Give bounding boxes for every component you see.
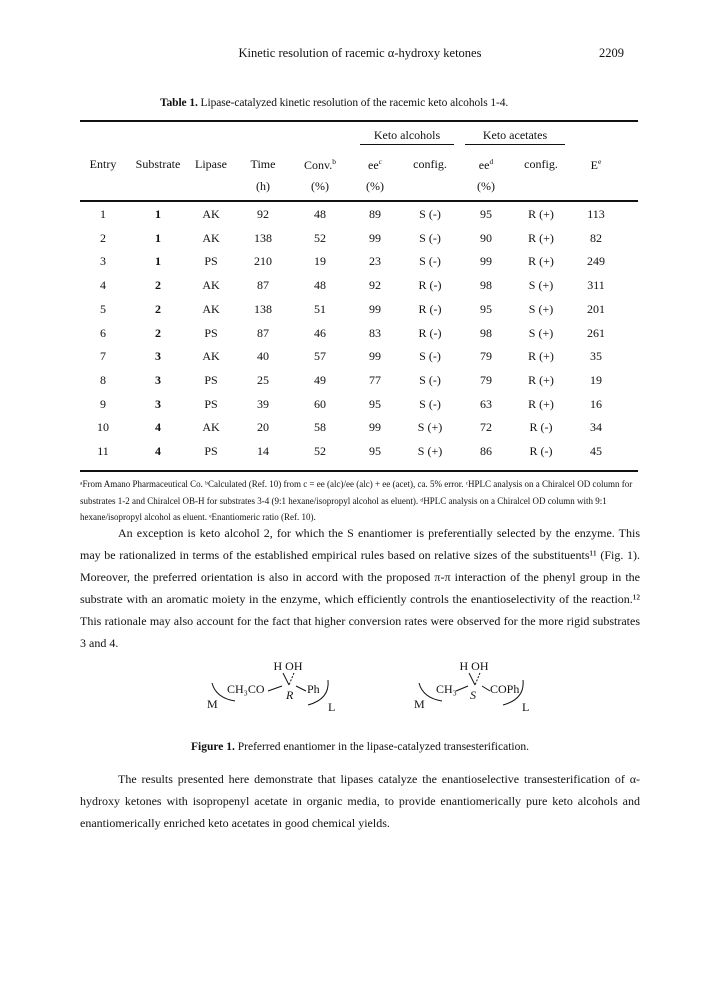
cell-time: 39 — [257, 396, 269, 411]
cell-ee-acetate: 95 — [480, 301, 492, 316]
cell-substrate: 2 — [155, 301, 161, 316]
cell-conversion: 52 — [314, 444, 326, 458]
cell-config-alcohol: S (-) — [419, 230, 441, 245]
cell-ee-alcohol: 95 — [369, 444, 381, 458]
table-bottom-rule — [80, 470, 638, 472]
right-right-group-label: COPh — [490, 682, 520, 696]
cell-config-acetate: R (+) — [528, 372, 554, 387]
group-rule-keto-acetates — [465, 144, 565, 145]
cell-config-alcohol: R (-) — [418, 301, 442, 316]
cell-time: 138 — [254, 301, 272, 316]
right-group-label: CH₃ — [436, 682, 457, 696]
cell-ee-alcohol: 99 — [369, 230, 381, 245]
left-bond-r — [296, 686, 306, 691]
col-header-label: ee — [368, 158, 379, 172]
cell-e-value: 311 — [587, 278, 605, 293]
col-header-label: ee — [478, 158, 490, 172]
cell-time: 40 — [257, 349, 269, 364]
cell-entry: 9 — [100, 396, 106, 411]
cell-conversion: 19 — [314, 254, 326, 269]
col-header-substrate — [128, 157, 188, 172]
cell-ee-alcohol: 77 — [369, 372, 381, 387]
col-header-label: Conv. — [304, 158, 333, 172]
cell-ee-acetate: 98 — [480, 278, 492, 293]
cell-config-acetate: R (-) — [529, 420, 553, 435]
group-header-keto-alcohols: Keto alcohols — [373, 128, 441, 142]
col-unit-ee-alcohol: (%) — [366, 179, 384, 193]
cell-conversion: 51 — [314, 301, 326, 316]
cell-ee-acetate: 72 — [480, 420, 492, 435]
table-top-rule — [80, 120, 638, 122]
table-caption — [160, 97, 508, 109]
cell-entry: 2 — [100, 230, 106, 245]
cell-e-value: 249 — [587, 254, 605, 269]
cell-conversion: 48 — [314, 207, 326, 221]
cell-e-value: 201 — [587, 301, 605, 316]
cell-ee-alcohol: 23 — [369, 254, 381, 269]
cell-time: 25 — [257, 372, 269, 387]
col-header-ee-alcohol — [357, 157, 393, 173]
cell-lipase: PS — [204, 254, 218, 269]
col-header-label: config. — [413, 157, 447, 171]
col-unit-conversion: (%) — [311, 179, 329, 193]
cell-ee-acetate: 79 — [480, 372, 492, 387]
left-large-pocket-label: L — [328, 700, 336, 714]
cell-lipase: AK — [202, 349, 220, 364]
cell-substrate: 2 — [155, 325, 161, 340]
cell-lipase: AK — [202, 301, 220, 316]
cell-lipase: AK — [202, 230, 220, 245]
left-group-label: CH₃CO — [227, 682, 265, 696]
col-unit-ee-acetate: (%) — [477, 179, 495, 193]
cell-time: 92 — [257, 207, 269, 221]
col-unit-time: (h) — [256, 179, 270, 193]
cell-lipase: PS — [204, 372, 218, 387]
cell-ee-alcohol: 92 — [369, 278, 381, 293]
left-bond-l — [268, 686, 282, 691]
col-header-conversion — [295, 157, 345, 173]
cell-conversion: 57 — [314, 349, 326, 364]
cell-substrate: 1 — [155, 254, 161, 269]
group-header-keto-acetates: Keto acetates — [482, 128, 548, 142]
right-config-label: S — [470, 688, 476, 702]
cell-lipase: PS — [204, 325, 218, 340]
cell-config-acetate: R (+) — [528, 230, 554, 245]
cell-config-alcohol: S (+) — [417, 420, 443, 435]
cell-config-acetate: S (+) — [528, 278, 554, 293]
group-rule-keto-alcohols — [360, 144, 454, 145]
cell-conversion: 48 — [314, 278, 326, 293]
cell-entry: 1 — [100, 207, 106, 221]
cell-config-acetate: R (+) — [528, 349, 554, 364]
right-bond-r — [482, 686, 490, 691]
cell-ee-alcohol: 99 — [369, 301, 381, 316]
cell-ee-acetate: 63 — [480, 396, 492, 411]
col-header-footnote-mark: e — [598, 157, 602, 166]
cell-config-alcohol: S (-) — [419, 349, 441, 364]
col-header-label: Entry — [89, 157, 117, 171]
figure-caption-text: Preferred enantiomer in the lipase-catalyzed transesterification. — [237, 741, 529, 753]
cell-entry: 10 — [97, 420, 109, 435]
col-header-label: Substrate — [135, 157, 181, 171]
table-footnote: ᵃFrom Amano Pharmaceutical Co. ᵇCalculated (Ref. 10) from c = ee (alc)/ee (alc) + ee (acet), ca. 5% error. ᶜHPLC analysis on a Chiralcel OD column for substrates 1-2 and Chiralcel OB-H for substrates 3-4 (9:1 hexane/isopropyl alcohol as eluent). ᵈHPLC analysis on a Chiralcel OD column with 9:1 hexane/isopropyl alcohol as eluent. ᵉEnantiomeric ratio (Ref. 10). — [80, 479, 633, 522]
col-header-time — [243, 157, 283, 172]
cell-config-acetate: R (+) — [528, 254, 554, 269]
col-header-label: config. — [524, 157, 558, 171]
body-paragraph-2: The results presented here demonstrate that lipases catalyze the enantioselective transesterification of α-hydroxy ketones with isopropenyl acetate in organic media, to provide enantiomerically pure keto alcohols and enantiomerically enriched keto acetates in good chemical yields. — [80, 772, 640, 830]
cell-config-alcohol: S (-) — [419, 372, 441, 387]
col-header-config-alcohol — [405, 157, 455, 172]
col-header-label: Lipase — [195, 157, 227, 171]
cell-substrate: 1 — [155, 207, 161, 221]
left-top-label: H OH — [273, 659, 303, 673]
cell-lipase: AK — [202, 278, 220, 293]
cell-entry: 3 — [100, 254, 106, 269]
cell-time: 138 — [254, 230, 272, 245]
left-bond-h — [283, 673, 289, 685]
col-header-config-acetate — [516, 157, 566, 172]
right-small-pocket-label: M — [414, 697, 425, 711]
cell-conversion: 60 — [314, 396, 326, 411]
cell-ee-alcohol: 83 — [369, 325, 381, 340]
col-header-e-value — [576, 157, 616, 173]
cell-ee-alcohol: 89 — [369, 207, 381, 221]
cell-config-acetate: R (+) — [528, 396, 554, 411]
cell-substrate: 3 — [155, 396, 161, 411]
cell-entry: 11 — [97, 444, 109, 458]
cell-e-value: 113 — [587, 207, 605, 221]
figure-caption — [0, 741, 720, 753]
left-right-group-label: Ph — [307, 682, 320, 696]
cell-conversion: 46 — [314, 325, 326, 340]
cell-ee-acetate: 90 — [480, 230, 492, 245]
cell-substrate: 4 — [155, 444, 161, 458]
cell-config-alcohol: S (+) — [417, 444, 443, 458]
cell-config-alcohol: S (-) — [419, 396, 441, 411]
table-caption-label: Table 1. — [160, 97, 198, 109]
page-number: 2209 — [599, 46, 624, 60]
cell-e-value: 82 — [590, 230, 602, 245]
structure-left — [207, 659, 335, 714]
cell-time: 20 — [257, 420, 269, 435]
running-title: Kinetic resolution of racemic α-hydroxy ketones — [238, 46, 482, 60]
cell-conversion: 49 — [314, 372, 326, 387]
cell-e-value: 45 — [590, 444, 602, 458]
cell-substrate: 4 — [155, 420, 161, 435]
figure-caption-label: Figure 1. — [191, 741, 235, 753]
cell-entry: 4 — [100, 278, 106, 293]
table-header-rule — [80, 200, 638, 202]
cell-time: 14 — [257, 444, 269, 458]
cell-substrate: 1 — [155, 230, 161, 245]
col-header-lipase — [189, 157, 233, 172]
cell-conversion: 58 — [314, 420, 326, 435]
cell-entry: 7 — [100, 349, 106, 364]
cell-e-value: 34 — [590, 420, 602, 435]
cell-ee-acetate: 79 — [480, 349, 492, 364]
body-paragraph-1: An exception is keto alcohol 2, for which the S enantiomer is preferentially selected by the enzyme. This may be rationalized in terms of the established empirical rules based on relative sizes of the substituents¹¹ (Fig. 1). Moreover, the preferred orientation is also in accord with the proposed π-π interaction of the phenyl group in the substrate with an aromatic moiety in the enzyme, which efficiently controls the enantioselectivity of the reaction.¹² This rationale may also account for the fact that higher conversion rates were observed for the more rigid substrates 3 and 4. — [80, 526, 640, 650]
right-bond-oh — [475, 673, 480, 685]
left-config-label: R — [286, 688, 294, 702]
cell-lipase: AK — [202, 207, 220, 221]
col-header-footnote-mark: c — [378, 157, 382, 166]
cell-time: 87 — [257, 278, 269, 293]
cell-config-acetate: R (+) — [528, 207, 554, 221]
col-header-footnote-mark: b — [332, 157, 336, 166]
cell-config-alcohol: S (-) — [419, 254, 441, 269]
cell-time: 210 — [254, 254, 272, 269]
cell-ee-acetate: 95 — [480, 207, 492, 221]
col-header-label: E — [590, 158, 598, 172]
cell-substrate: 2 — [155, 278, 161, 293]
cell-entry: 5 — [100, 301, 106, 316]
right-top-label: H OH — [459, 659, 489, 673]
cell-lipase: PS — [204, 444, 218, 458]
cell-conversion: 52 — [314, 230, 326, 245]
cell-ee-acetate: 99 — [480, 254, 492, 269]
left-small-pocket-label: M — [207, 697, 218, 711]
cell-e-value: 16 — [590, 396, 602, 411]
cell-config-alcohol: S (-) — [419, 207, 441, 221]
cell-e-value: 19 — [590, 372, 602, 387]
cell-config-alcohol: R (-) — [418, 278, 442, 293]
cell-config-acetate: R (-) — [529, 444, 553, 458]
cell-ee-alcohol: 99 — [369, 420, 381, 435]
structure-right — [414, 659, 529, 714]
table-caption-text: Lipase-catalyzed kinetic resolution of the racemic keto alcohols 1-4. — [200, 97, 509, 109]
cell-ee-acetate: 98 — [480, 325, 492, 340]
cell-ee-acetate: 86 — [480, 444, 492, 458]
cell-substrate: 3 — [155, 372, 161, 387]
right-bond-l — [456, 686, 468, 691]
col-header-label: Time — [250, 157, 276, 171]
col-header-ee-acetate — [468, 157, 504, 173]
cell-config-acetate: S (+) — [528, 301, 554, 316]
cell-ee-alcohol: 99 — [369, 349, 381, 364]
right-large-pocket-label: L — [522, 700, 530, 714]
cell-time: 87 — [257, 325, 269, 340]
figure-1-structures — [0, 655, 720, 735]
cell-config-acetate: S (+) — [528, 325, 554, 340]
cell-e-value: 261 — [587, 325, 605, 340]
cell-lipase: AK — [202, 420, 220, 435]
cell-entry: 6 — [100, 325, 106, 340]
cell-entry: 8 — [100, 372, 106, 387]
cell-substrate: 3 — [155, 349, 161, 364]
left-bond-oh — [289, 673, 294, 685]
col-header-footnote-mark: d — [489, 157, 494, 166]
cell-lipase: PS — [204, 396, 218, 411]
right-bond-h — [469, 673, 475, 685]
cell-ee-alcohol: 95 — [369, 396, 381, 411]
cell-e-value: 35 — [590, 349, 602, 364]
cell-config-alcohol: R (-) — [418, 325, 442, 340]
col-header-entry — [81, 157, 125, 172]
